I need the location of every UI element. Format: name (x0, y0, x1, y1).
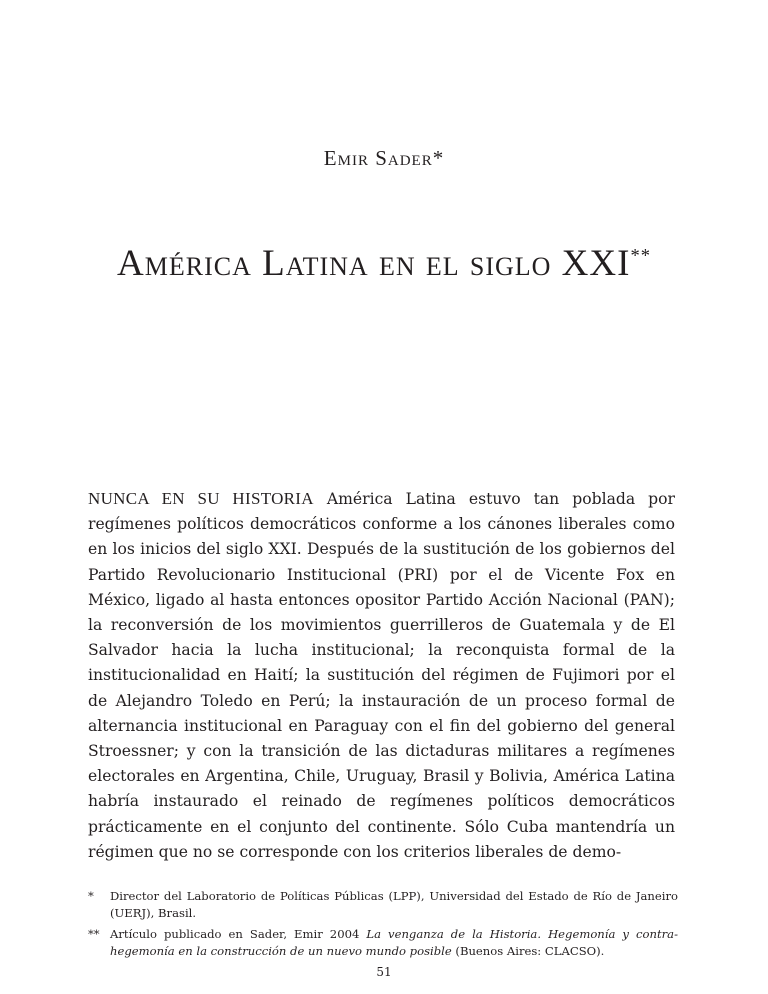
author-footnote-mark: * (432, 146, 445, 170)
author-name (0, 144, 768, 172)
author-text: Emir Sader (323, 146, 433, 170)
footnote-author (88, 888, 678, 921)
footnote-text: Artículo publicado en Sader, Emir 2004 (110, 927, 367, 941)
page-number: 51 (376, 965, 392, 979)
footnote-book-title: La venganza de la Historia. Hegemonía y contra-hegemonía en la construcción de un nuevo mundo posible (110, 927, 678, 958)
footnote-mark: * (88, 889, 94, 903)
footnote-mark: ** (88, 927, 100, 941)
paragraph-lead-caps: NUNCA EN SU HISTORIA (88, 489, 314, 508)
paragraph-text: América Latina estuvo tan poblada por regímenes políticos democráticos conforme a los cánones liberales como en los inicios del siglo XXI. Después de la sustitución de los gobiernos del Partido Revolucionario Institucional (PRI) por el de Vicente Fox en México, ligado al hasta entonces opositor Partido Acción Nacional (PAN); la reconversión de los movimientos guerrilleros de Guatemala y de El Salvador hacia la lucha institucional; la reconquista formal de la institucionalidad en Haití; la sustitución del régimen de Fujimori por el de Alejandro Toledo en Perú; la instauración de un proceso formal de alternancia institucional en Paraguay con el fin del gobierno del general Stroessner; y con la transición de las dictaduras militares a regímenes electorales en Argentina, Chile, Uruguay, Brasil y Bolivia, América Latina habría instaurado el reinado de regímenes políticos democráticos prácticamente en el conjunto del continente. Sólo Cuba mantendría un régimen que no se corresponde con los criterios liberales de demo- (88, 490, 675, 861)
body-paragraph (88, 486, 675, 865)
footnote-text-end: (Buenos Aires: CLACSO). (451, 943, 605, 958)
chapter-title-text: América Latina en el siglo XXI (117, 243, 631, 284)
footnote-text: Director del Laboratorio de Políticas Públicas (LPP), Universidad del Estado de Río de Janeiro (UERJ), Brasil. (110, 889, 678, 920)
footnotes (88, 888, 678, 964)
chapter-title (0, 240, 768, 288)
title-footnote-mark: ** (630, 246, 651, 267)
footnote-article (88, 926, 678, 959)
